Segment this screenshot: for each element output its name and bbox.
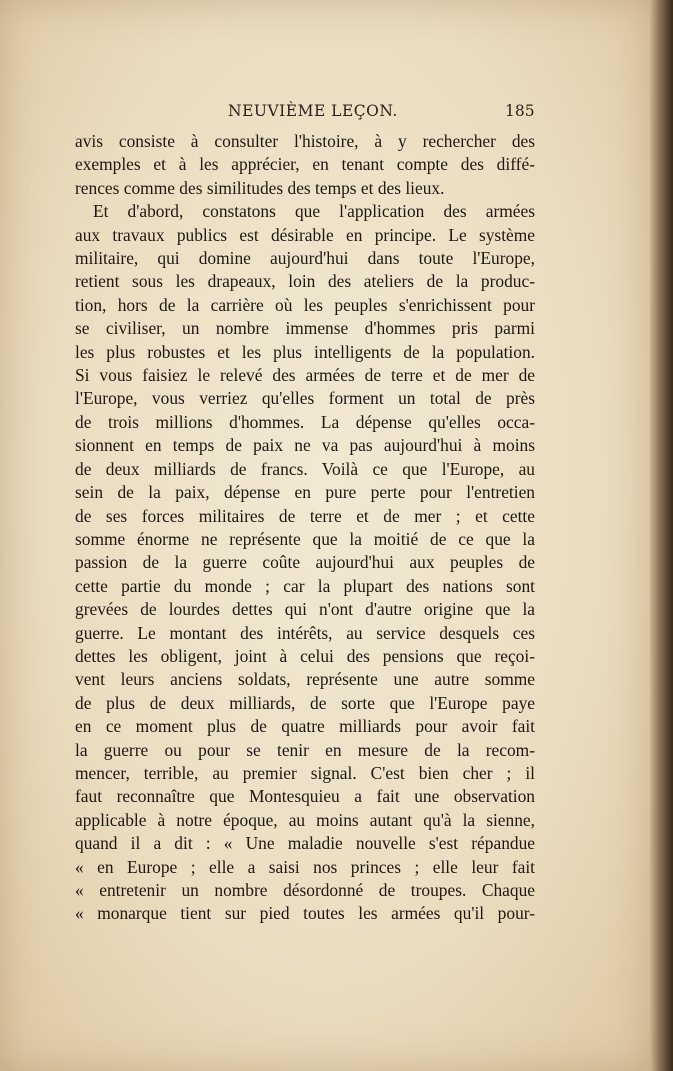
text-line: applicable à notre époque, au moins autant qu'à la sienne,	[75, 809, 535, 830]
text-line: aux travaux publics est désirable en principe. Le système	[75, 224, 535, 245]
text-line: passion de la guerre coûte aujourd'hui aux peuples de	[75, 552, 535, 573]
text-line: mencer, terrible, au premier signal. C'est bien cher ; il	[75, 762, 535, 783]
body-text	[75, 130, 535, 926]
page-edge	[650, 0, 673, 1071]
text-line: de deux milliards de francs. Voilà ce que l'Europe, au	[75, 458, 535, 479]
text-line: militaire, qui domine aujourd'hui dans toute l'Europe,	[75, 248, 535, 269]
text-line: exemples et à les apprécier, en tenant compte des diffé-	[75, 154, 535, 175]
running-head: NEUVIÈME LEÇON.	[228, 102, 398, 120]
text-line: de trois millions d'hommes. La dépense qu'elles occa-	[75, 411, 535, 432]
text-line: « monarque tient sur pied toutes les armées qu'il pour-	[75, 903, 535, 924]
text-line: les plus robustes et les plus intelligents de la population.	[75, 341, 535, 362]
text-line: Et d'abord, constatons que l'application des armées	[93, 201, 535, 222]
text-line: sionnent en temps de paix ne va pas aujourd'hui à moins	[75, 435, 535, 456]
page-number: 185	[505, 102, 535, 120]
text-line: Si vous faisiez le relevé des armées de terre et de mer de	[75, 365, 535, 386]
text-line: « en Europe ; elle a saisi nos princes ; elle leur fait	[75, 856, 535, 877]
text-line: guerre. Le montant des intérêts, au service desquels ces	[75, 622, 535, 643]
text-line: dettes les obligent, joint à celui des pensions que reçoi-	[75, 645, 535, 666]
text-line: somme énorme ne représente que la moitié de ce que la	[75, 528, 535, 549]
text-line: sein de la paix, dépense en pure perte pour l'entretien	[75, 482, 535, 503]
text-line: « entretenir un nombre désordonné de troupes. Chaque	[75, 880, 535, 900]
text-line: de ses forces militaires de terre et de mer ; et cette	[75, 505, 535, 526]
text-line: de plus de deux milliards, de sorte que l'Europe paye	[75, 692, 535, 713]
text-line: en ce moment plus de quatre milliards pour avoir fait	[75, 716, 535, 737]
text-line: rences comme des similitudes des temps et des lieux.	[75, 177, 445, 198]
text-line: tion, hors de la carrière où les peuples s'enrichissent pour	[75, 294, 535, 315]
text-line: l'Europe, vous verriez qu'elles forment un total de près	[75, 388, 535, 409]
text-line: vent leurs anciens soldats, représente une autre somme	[75, 669, 535, 690]
text-line: retient sous les drapeaux, loin des ateliers de la produc-	[75, 271, 535, 292]
text-line: quand il a dit : « Une maladie nouvelle s'est répandue	[75, 833, 535, 854]
page-header	[0, 102, 650, 126]
text-line: la guerre ou pour se tenir en mesure de la recom-	[75, 739, 535, 760]
text-line: cette partie du monde ; car la plupart des nations sont	[75, 575, 535, 596]
text-line: faut reconnaître que Montesquieu a fait une observation	[75, 786, 535, 807]
text-line: se civiliser, un nombre immense d'hommes pris parmi	[75, 318, 535, 339]
text-line: avis consiste à consulter l'histoire, à y rechercher des	[75, 131, 535, 151]
text-line: grevées de lourdes dettes qui n'ont d'autre origine que la	[75, 599, 535, 620]
